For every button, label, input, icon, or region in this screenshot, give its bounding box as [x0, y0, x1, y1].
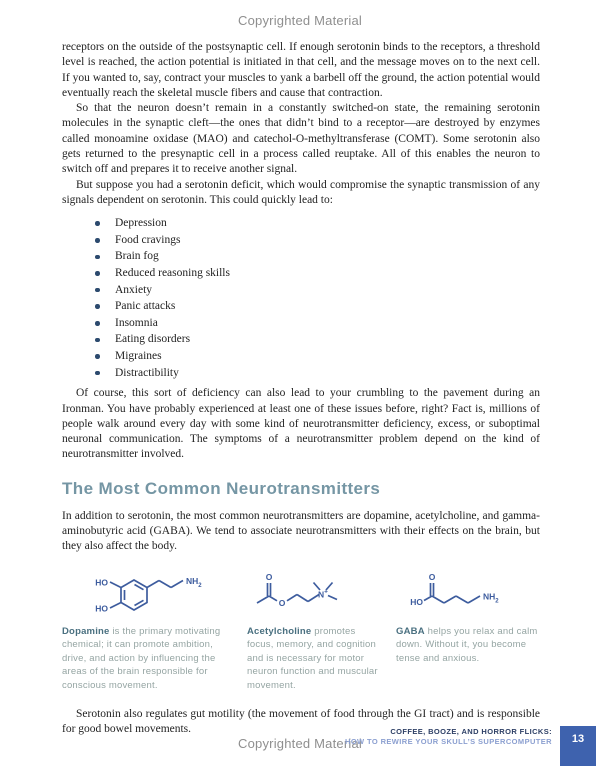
- bullet-icon: [95, 304, 100, 309]
- list-item-label: Panic attacks: [115, 300, 176, 313]
- list-item: [62, 331, 540, 348]
- body-paragraph: Of course, this sort of deficiency can also lead to your crumbling to the pavement during an Ironman. You have probably experienced at least one of these issues before, right? Fact is, millions of people walk around every day with some kind of neurotransmitter deficiency, excess, or suboptimal neuronal communication. The symptoms of a neurotransmitter problem depend on the kind of neurotransmitter involved.: [62, 387, 540, 461]
- bullet-icon: [95, 354, 100, 359]
- list-item: [62, 315, 540, 332]
- list-item-label: Reduced reasoning skills: [115, 267, 230, 280]
- list-item: [62, 232, 540, 249]
- bullet-icon: [95, 371, 100, 376]
- list-item: [62, 348, 540, 365]
- list-item-label: Migraines: [115, 350, 162, 363]
- list-item-label: Food cravings: [115, 233, 181, 246]
- section-heading: The Most Common Neurotransmitters: [62, 478, 381, 498]
- book-title-footer: COFFEE, BOOZE, AND HORROR FLICKS:: [390, 727, 552, 736]
- ho-label: HO: [95, 577, 108, 588]
- list-item-label: Anxiety: [115, 283, 153, 296]
- book-subtitle-footer: HOW TO REWIRE YOUR SKULL’S SUPERCOMPUTER: [345, 737, 552, 746]
- list-item-label: Insomnia: [115, 316, 158, 329]
- neuro-name: Acetylcholine: [247, 625, 312, 637]
- body-paragraph: Serotonin also regulates gut motility (the movement of food through the GI tract) and is responsible for good bowel movements.: [62, 707, 540, 735]
- neuro-description: is the primary motivating chemical; it can promote ambition, drive, and action by influencing the areas of the brain responsible for conscious movement.: [62, 625, 221, 691]
- bullet-icon: [95, 221, 100, 226]
- bullet-icon: [95, 238, 100, 243]
- gaba-figure: [396, 565, 538, 693]
- dopamine-figure: [62, 565, 232, 693]
- acetylcholine-structure-diagram: [247, 565, 381, 621]
- list-item: [62, 365, 540, 382]
- list-item: [62, 298, 540, 315]
- ester-oxygen-label: O: [278, 597, 286, 608]
- neuro-description: promotes focus, memory, and cognition and is necessary for motor neuron function and muscular movement.: [247, 625, 378, 691]
- list-item: [62, 265, 540, 282]
- neuro-name: GABA: [396, 625, 425, 637]
- carbonyl-oxygen-label: O: [428, 571, 436, 582]
- copyright-notice-bottom: Copyrighted Material: [238, 736, 362, 751]
- neurotransmitter-figures: [62, 565, 540, 693]
- page-content: [62, 40, 540, 737]
- neuro-description: helps you relax and calm down. Without it, you become tense and anxious.: [396, 625, 538, 664]
- list-item-label: Brain fog: [115, 250, 159, 263]
- amine-label: $NH_2$: [186, 575, 202, 589]
- body-paragraph: In addition to serotonin, the most common neurotransmitters are dopamine, acetylcholine, and gamma-aminobutyric acid (GABA). We tend to associate neurotransmitters with their effects on the brain, but they also affect the body.: [62, 509, 540, 553]
- list-item: [62, 248, 540, 265]
- list-item-label: Distractibility: [115, 366, 179, 379]
- amine-label: $NH_2$: [483, 591, 499, 605]
- symptom-list: [62, 215, 540, 381]
- list-item-label: Depression: [115, 217, 167, 230]
- bullet-icon: [95, 321, 100, 326]
- dopamine-structure-diagram: [62, 565, 232, 621]
- body-paragraph: So that the neuron doesn’t remain in a constantly switched-on state, the remaining serotonin molecules in the synaptic cleft—the ones that didn’t bind to a receptor—are destroyed by enzymes called monoamine oxidase (MAO) and catechol-O-methyltransferase (COMT). Some serotonin also gets returned to the presynaptic cell in a process called reuptake. All of this enables the neuron to switch off and prepares it to receive another signal.: [62, 102, 540, 176]
- bullet-icon: [95, 271, 100, 276]
- copyright-notice-top: Copyrighted Material: [238, 13, 362, 28]
- gaba-caption: [396, 625, 538, 666]
- bullet-icon: [95, 288, 100, 293]
- acetylcholine-caption: [247, 625, 381, 693]
- bullet-icon: [95, 255, 100, 260]
- list-item: [62, 282, 540, 299]
- ho-label: HO: [410, 596, 423, 607]
- dopamine-caption: [62, 625, 232, 693]
- page-number-badge: 13: [560, 726, 596, 766]
- bullet-icon: [95, 338, 100, 343]
- gaba-structure-diagram: [396, 565, 538, 621]
- ho-label: HO: [95, 603, 108, 614]
- body-paragraph: receptors on the outside of the postsynaptic cell. If enough serotonin binds to the receptors, a threshold level is reached, the action potential is initiated in that cell, and the message moves on to the next cell. If you wanted to, say, contract your muscles to yank a barbell off the ground, the action potential would eventually reach the skeletal muscle fibers and cause that contraction.: [62, 41, 540, 99]
- list-item: [62, 215, 540, 232]
- nitrogen-label: N+: [318, 588, 328, 600]
- body-paragraph: But suppose you had a serotonin deficit, which would compromise the synaptic transmission of any signals dependent on serotonin. This could quickly lead to:: [62, 178, 540, 206]
- running-footer: [345, 727, 552, 746]
- neuro-name: Dopamine: [62, 625, 110, 637]
- acetylcholine-figure: [247, 565, 381, 693]
- list-item-label: Eating disorders: [115, 333, 191, 346]
- carbonyl-oxygen-label: O: [265, 571, 273, 582]
